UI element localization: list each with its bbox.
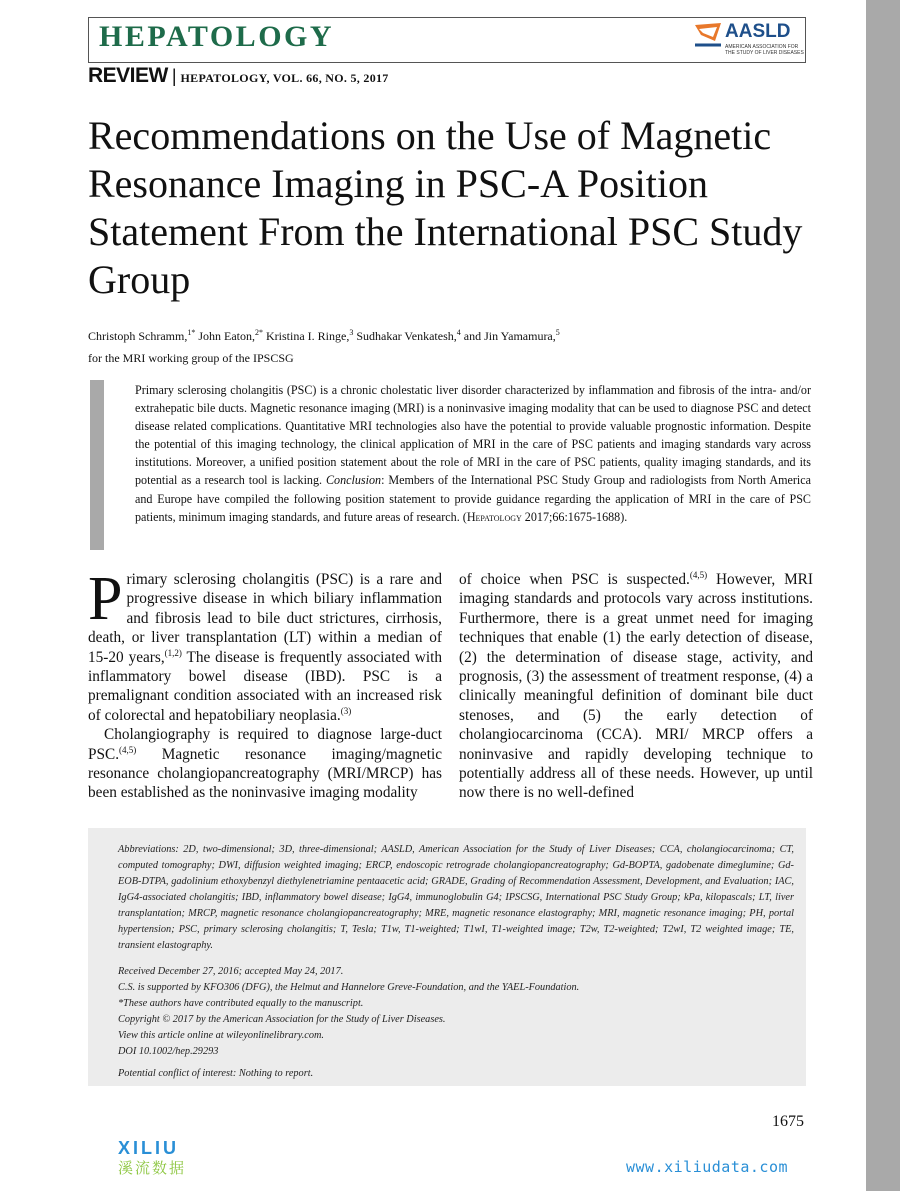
citation-reference: (3)	[340, 705, 352, 716]
body-text: However, MRI imaging standards and protocols vary across institutions. Furthermore, there is a great unmet need for imaging techniques that enable (1) the early detection of disease, (2) the determination of disease stage, activity, and prognosis, (3) the assessment of treatment response, (4) a clinically meaningful definition of dominant bile duct stenoses, and (5) the early detection of cholangiocarcinoma (CCA). MRI/ MRCP offers a noninvasive and rapidly developing technique to potentially address all of these needs. However, up until now there is no well-defined	[459, 571, 813, 802]
footnote-content	[118, 842, 794, 1082]
body-text: The disease is frequently associated with inflammatory bowel disease (IBD). PSC is a premalignant condition associated with an increased risk of colorectal and hepatobiliary neoplasia.	[88, 648, 442, 724]
author-affiliation: 1*	[187, 328, 196, 337]
body-text: of choice when PSC is suspected.	[459, 571, 690, 588]
section-header	[88, 64, 389, 88]
body-column-left	[88, 565, 442, 803]
citation-reference: (1,2)	[164, 647, 182, 658]
body-right-paragraph	[459, 570, 813, 803]
conclusion-label: Conclusion	[325, 473, 382, 488]
section-label: REVIEW	[88, 64, 168, 87]
funding-note: C.S. is supported by KFO306 (DFG), the Helmut and Hannelore Greve-Foundation, and the YAEL-Foundation.	[118, 982, 580, 993]
aasld-logo-subtext: AMERICAN ASSOCIATION FOR THE STUDY OF LIVER DISEASES	[725, 44, 804, 56]
conflict-of-interest: Potential conflict of interest: Nothing to report.	[118, 1068, 314, 1079]
online-note: View this article online at wileyonlinelibrary.com.	[118, 1030, 325, 1041]
doi: DOI 10.1002/hep.29293	[118, 1046, 219, 1057]
author-name: John Eaton,	[198, 329, 255, 343]
body-text: Magnetic resonance imaging/magnetic resonance cholangiopancreatography (MRI/MRCP) has been established as the noninvasive imaging modality	[88, 745, 442, 802]
citation-reference: (4,5)	[689, 569, 708, 580]
author-block	[88, 322, 848, 369]
author-affiliation: 4	[456, 328, 461, 337]
drop-cap: P	[88, 565, 123, 633]
journal-name: HEPATOLOGY	[99, 20, 335, 53]
body-text: rimary sclerosing cholangitis (PSC) is a rare and progressive disease in which biliary inflammation and fibrosis lead to bile duct strictures, cirrhosis, death, or liver transplantation (LT) within a median of 15-20 years,	[88, 571, 442, 666]
author-affiliation: 5	[555, 328, 560, 337]
author-affiliation: 2*	[255, 328, 263, 337]
page-edge-bar	[866, 0, 900, 1191]
body-left-paragraph	[88, 725, 442, 803]
aasld-logo-text: AASLD	[725, 21, 791, 42]
author-name: Sudhakar Venkatesh,	[356, 329, 457, 343]
article-title: Recommendations on the Use of Magnetic Resonance Imaging in PSC-A Position Statement From the International PSC Study Group	[88, 113, 803, 302]
body-column-right	[459, 570, 813, 803]
watermark-logo-chinese: 溪流数据	[118, 1159, 187, 1177]
author-name: Christoph Schramm,	[88, 329, 188, 343]
abbreviations-note: Abbreviations: 2D, two-dimensional; 3D, three-dimensional; AASLD, American Association for the Study of Liver Diseases; CCA, cholangiocarcinoma; CT, computed tomography; DWI, diffusion weighted imaging; ERCP, endoscopic retrograde cholangiopancreatography; Gd-BOPTA, gadobenate dimeglumine; Gd-EOB-DTPA, gadolinium ethoxybenzyl diethylenetriamine pentaacetic acid; GRADE, Grading of Recommendation Assessment, Development, and Evaluation; IAC, IgG4-associated cholangitis; IBD, inflammatory bowel disease; IgG4, immunoglobulin G4; IPSCSG, International PSC Study Group; kPa, kilopascals; LT, liver transplantation; MRCP, magnetic resonance cholangiopancreatography; MRE, magnetic resonance elastography; MRI, magnetic resonance imaging; PH, portal hypertension; PSC, primary sclerosing cholangitis; T, Tesla; T1w, T1-weighted; T1wI, T1-weighted image; T2w, T2-weighted; T2wI, T2 weighted image; TE, transient elastography.	[118, 844, 794, 951]
watermark-logo	[118, 1138, 208, 1180]
author-affiliation: 3	[349, 328, 354, 337]
author-name: Kristina I. Ringe,	[266, 329, 350, 343]
citation-journal: Hepatology	[466, 509, 522, 524]
volume-info: HEPATOLOGY, VOL. 66, NO. 5, 2017	[180, 71, 389, 85]
citation-details: 2017;66:1675-1688).	[521, 509, 628, 524]
author-name: Jin Yamamura,	[484, 329, 556, 343]
journal-header	[88, 17, 806, 63]
conclusion-text: : Members of the International PSC Study Group and radiologists from North America and Europe have compiled the following position statement to provide guidance regarding the application of MRI in the care of PSC patients, minimum imaging standards, and future areas of research. (	[135, 473, 811, 524]
footnote-panel	[88, 828, 806, 1086]
copyright-note: Copyright © 2017 by the American Association for the Study of Liver Diseases.	[118, 1014, 446, 1025]
watermark-url: www.xiliudata.com	[626, 1158, 789, 1176]
working-group-line: for the MRI working group of the IPSCSG	[88, 351, 294, 365]
abstract-text: Primary sclerosing cholangitis (PSC) is a chronic cholestatic liver disorder characterized by inflammation and fibrosis of the intra- and/or extrahepatic bile ducts. Magnetic resonance imaging (MRI) is a noninvasive imaging modality that can be used to diagnose PSC and detect disease related complications. Quantitative MRI technologies also have the potential to provide valuable prognostic information. Despite the potential of this imaging technology, the clinical application of MRI in the care of PSC patients and imaging standards vary across institutions. Moreover, a unified position statement about the role of MRI in the care of PSC patients, quality imaging standards, and its potential as a research tool is lacking.	[135, 383, 811, 488]
body-left-paragraph	[88, 565, 442, 725]
received-date: Received December 27, 2016; accepted May 24, 2017.	[118, 966, 344, 977]
liver-icon	[693, 21, 723, 47]
abstract	[135, 381, 811, 526]
body-text: Cholangiography is required to diagnose large-duct PSC.	[88, 726, 442, 763]
abstract-accent-bar	[90, 380, 104, 550]
equal-contribution-note: *These authors have contributed equally to the manuscript.	[118, 998, 364, 1009]
watermark-logo-text: XILIU	[118, 1138, 180, 1158]
author-name: and	[463, 329, 482, 343]
page-number: 1675	[772, 1113, 804, 1130]
aasld-logo	[693, 21, 804, 61]
citation-reference: (4,5)	[119, 744, 137, 755]
section-separator: |	[171, 66, 177, 86]
author-list	[88, 322, 848, 347]
